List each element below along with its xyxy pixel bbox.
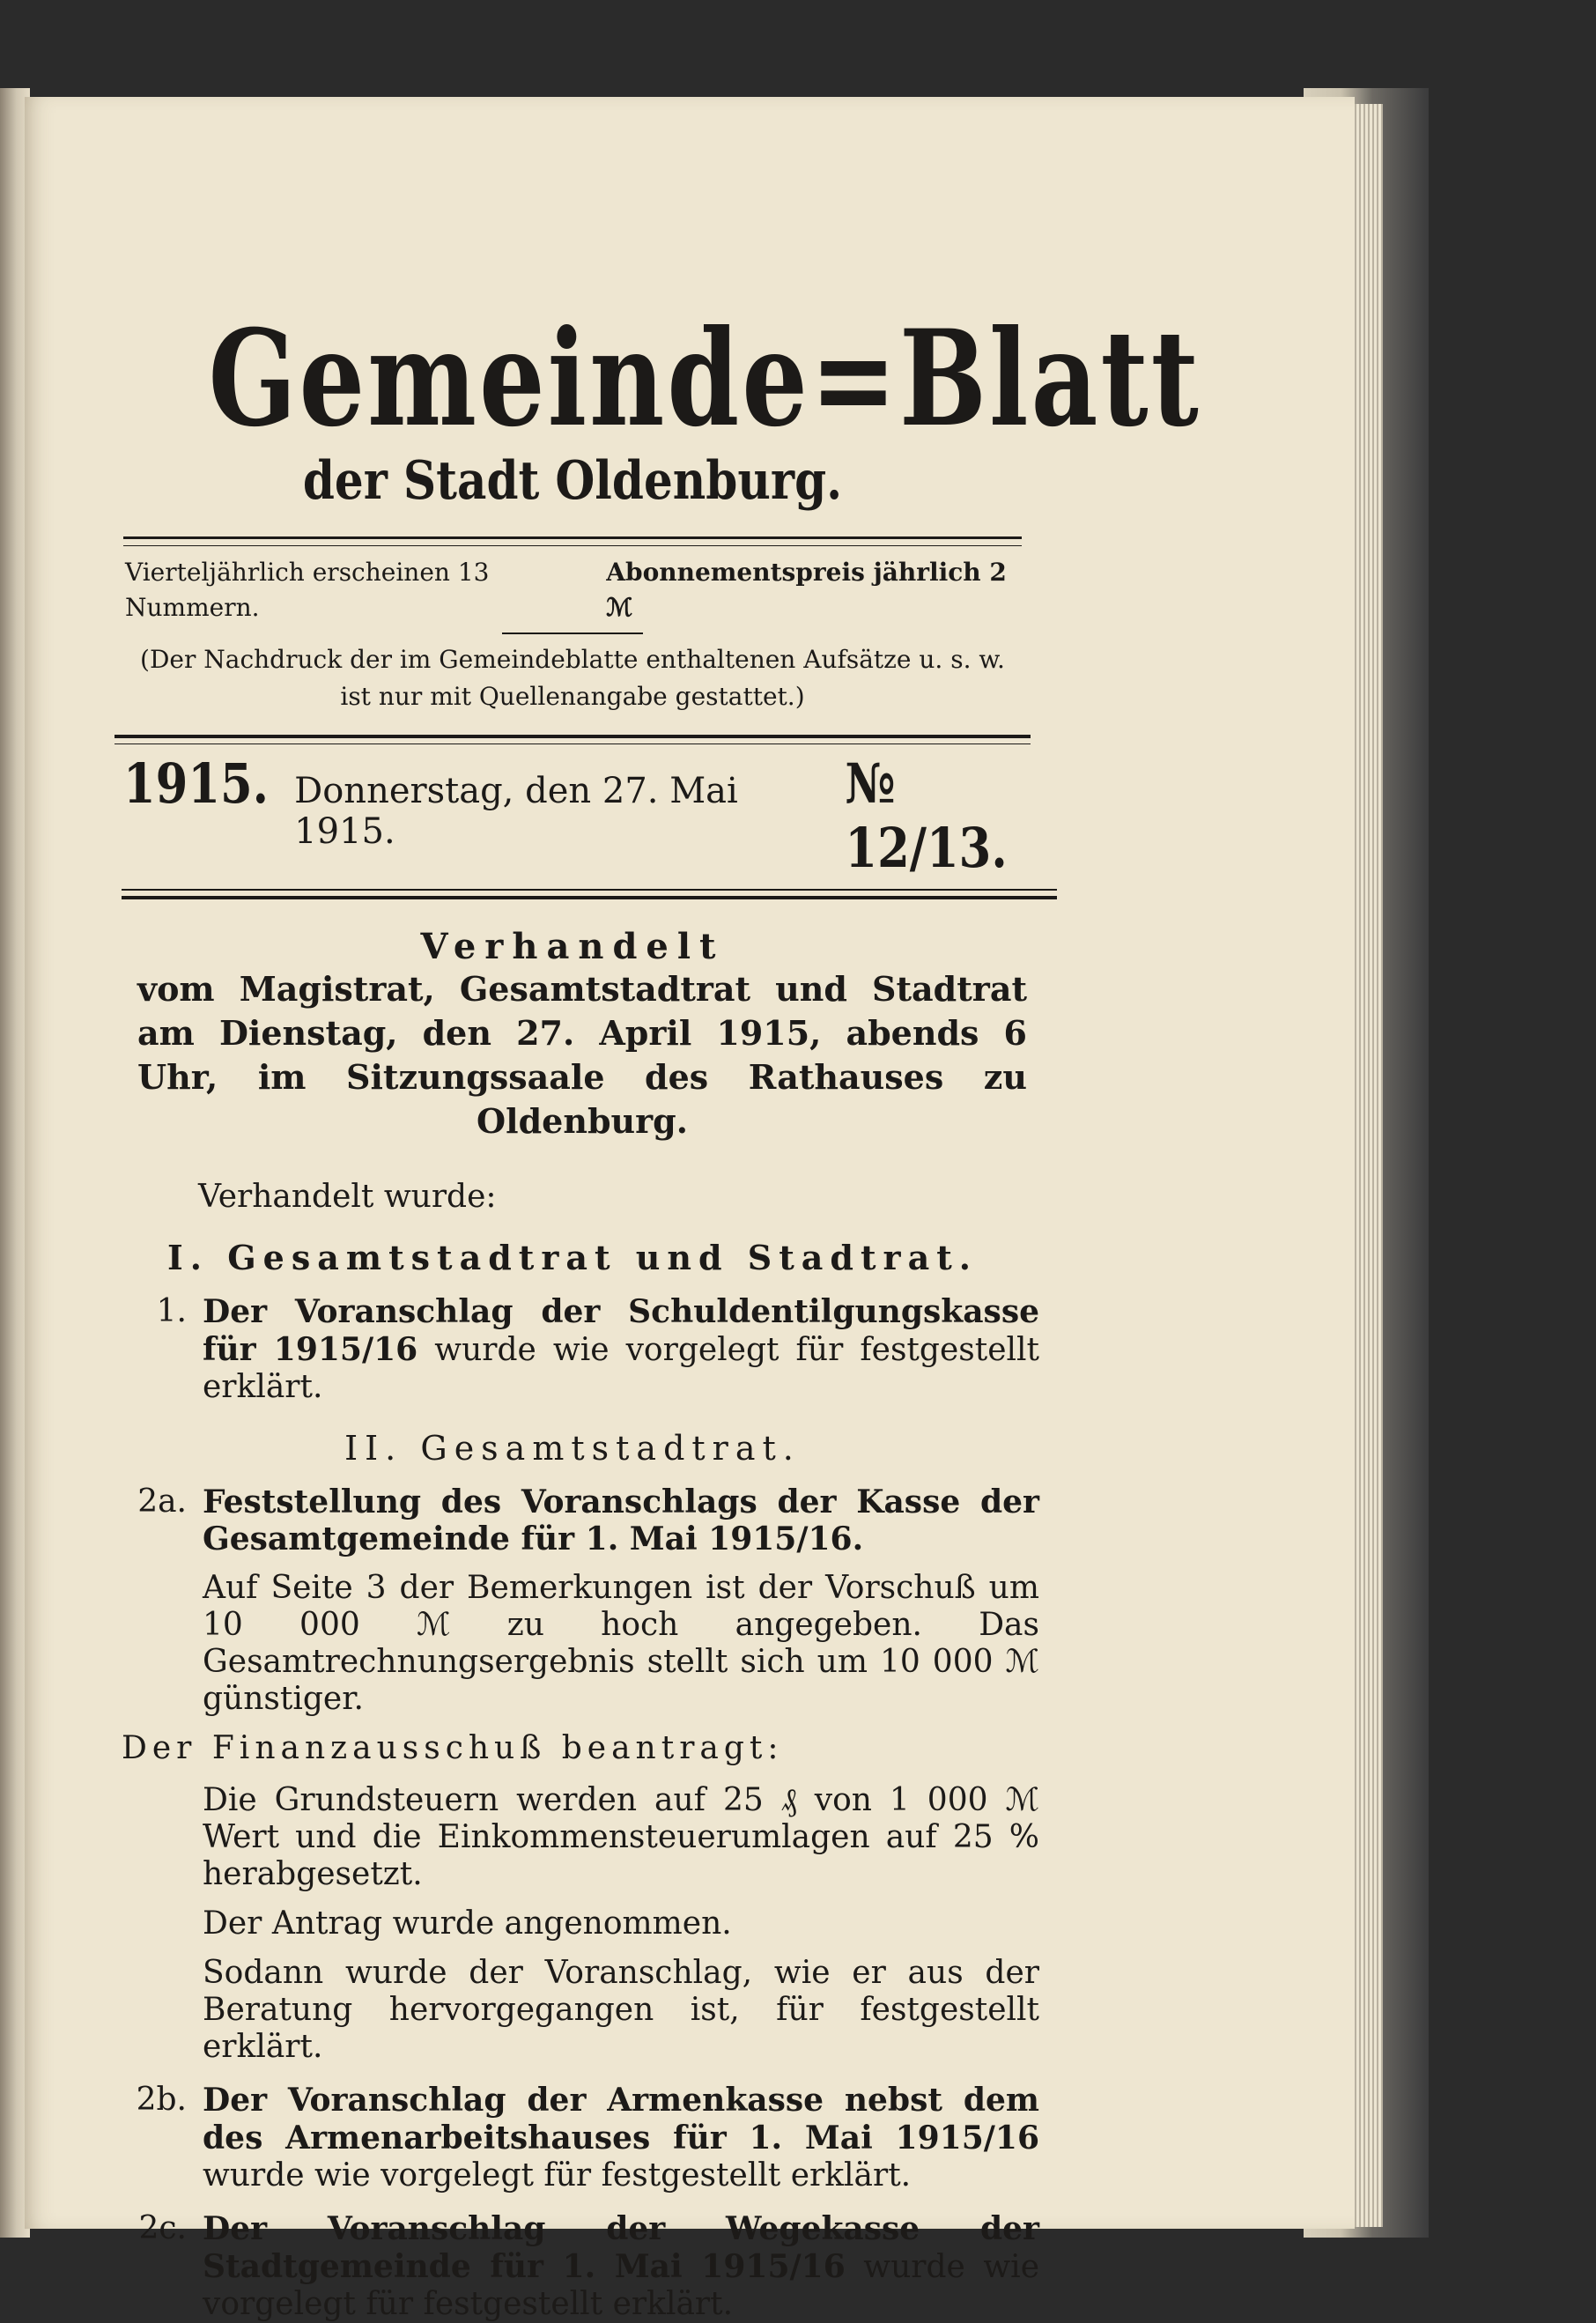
item-number: 1. [156,1293,187,1329]
item-number: 2b. [136,2082,187,2118]
masthead-title: Gemeinde=Blatt [208,301,1201,456]
item-paragraph: Auf Seite 3 der Bemerkungen ist der Vorschuß um 10 000 ℳ zu hoch angegeben. Das Gesamtrechnungsergebnis stellt sich um 10 000 ℳ günstiger. [203,1570,1039,1717]
dateline-rule [122,889,1057,899]
subscription-price: Abonnementspreis jährlich 2 ℳ [606,558,1007,622]
minutes-heading: vom Magistrat, Gesamtstadtrat und Stadtrat am Dienstag, den 27. April 1915, abends 6 Uhr, im Sitzungssaale des Rathauses zu Oldenburg. [137,969,1027,1141]
masthead-subtitle: der Stadt Oldenburg. [302,450,843,512]
item-bold-text: Der Voranschlag der Armenkasse nebst dem des Armenarbeitshauses für 1. Mai 1915/16 [203,2082,1039,2157]
intro-text: Verhandelt wurde: [198,1179,497,1215]
minutes-title: Verhandelt [420,926,725,967]
item-paragraph: Sodann wurde der Voranschlag, wie er aus der Beratung hervorgegangen ist, für festgestellt erklärt. [203,1955,1039,2065]
item-text [203,1293,1039,1406]
item-text [203,2210,1039,2323]
finance-committee-label: Der Finanzausschuß beantragt: [122,1730,784,1766]
dateline [123,751,1057,880]
issue-year: 1915. [123,751,270,816]
issue-date: Donnerstag, den 27. Mai 1915. [294,771,738,852]
thin-rule [502,633,643,634]
agenda-item-2c [106,2210,1039,2323]
notice-line-2: ist nur mit Quellenangabe gestattet.) [340,682,805,711]
issue-number: № 12/13. [845,751,1009,880]
section-1-title: I. Gesamtstadtrat und Stadtrat. [167,1238,978,1277]
item-number-spacer [106,1782,203,2066]
item-rest-text: wurde wie vorgelegt für festgestellt erklärt. [203,2157,912,2194]
section-2-title: II. Gesamtstadtrat. [344,1429,801,1468]
heavy-rule [115,735,1031,744]
item-paragraph: Der Antrag wurde angenommen. [203,1905,732,1942]
agenda-item-1 [106,1293,1039,1406]
subscription-line [106,555,1039,625]
item-bold-text: Der Voranschlag der Wegekasse der Stadtgemeinde für 1. Mai 1915/16 [203,2210,1039,2285]
item-rest-text: wurde wie vorgelegt für festgestellt erklärt. [203,1332,1039,1405]
item-text [203,1483,1039,1718]
reprint-notice [106,641,1039,715]
item-rest-text: wurde wie vorgelegt für festgestellt erklärt. [203,2249,1040,2322]
agenda-item-2b [106,2082,1039,2194]
item-number: 2c. [138,2210,187,2246]
agenda-item-2a-cont [106,1782,1039,2066]
document-page [25,97,1355,2322]
item-paragraph: Die Grundsteuern werden auf 25 ₰ von 1 000 ℳ Wert und die Einkommensteuerumlagen auf 25 % herabgesetzt. [203,1782,1039,1892]
item-bold-text: Der Voranschlag der Schuldentilgungskasse für 1915/16 [203,1293,1039,1368]
item-text [203,2082,1039,2194]
page-content [106,211,1201,2323]
notice-line-1: (Der Nachdruck der im Gemeindeblatte enthaltenen Aufsätze u. s. w. [140,645,1005,674]
agenda-item-2a [106,1483,1039,1718]
top-rule [123,536,1022,546]
item-text [203,1782,1039,2066]
item-number: 2a. [137,1483,187,1520]
item-bold-text: Feststellung des Voranschlags der Kasse der Gesamtgemeinde für 1. Mai 1915/16. [203,1483,1039,1557]
subscription-frequency: Vierteljährlich erscheinen 13 Nummern. [125,558,490,622]
